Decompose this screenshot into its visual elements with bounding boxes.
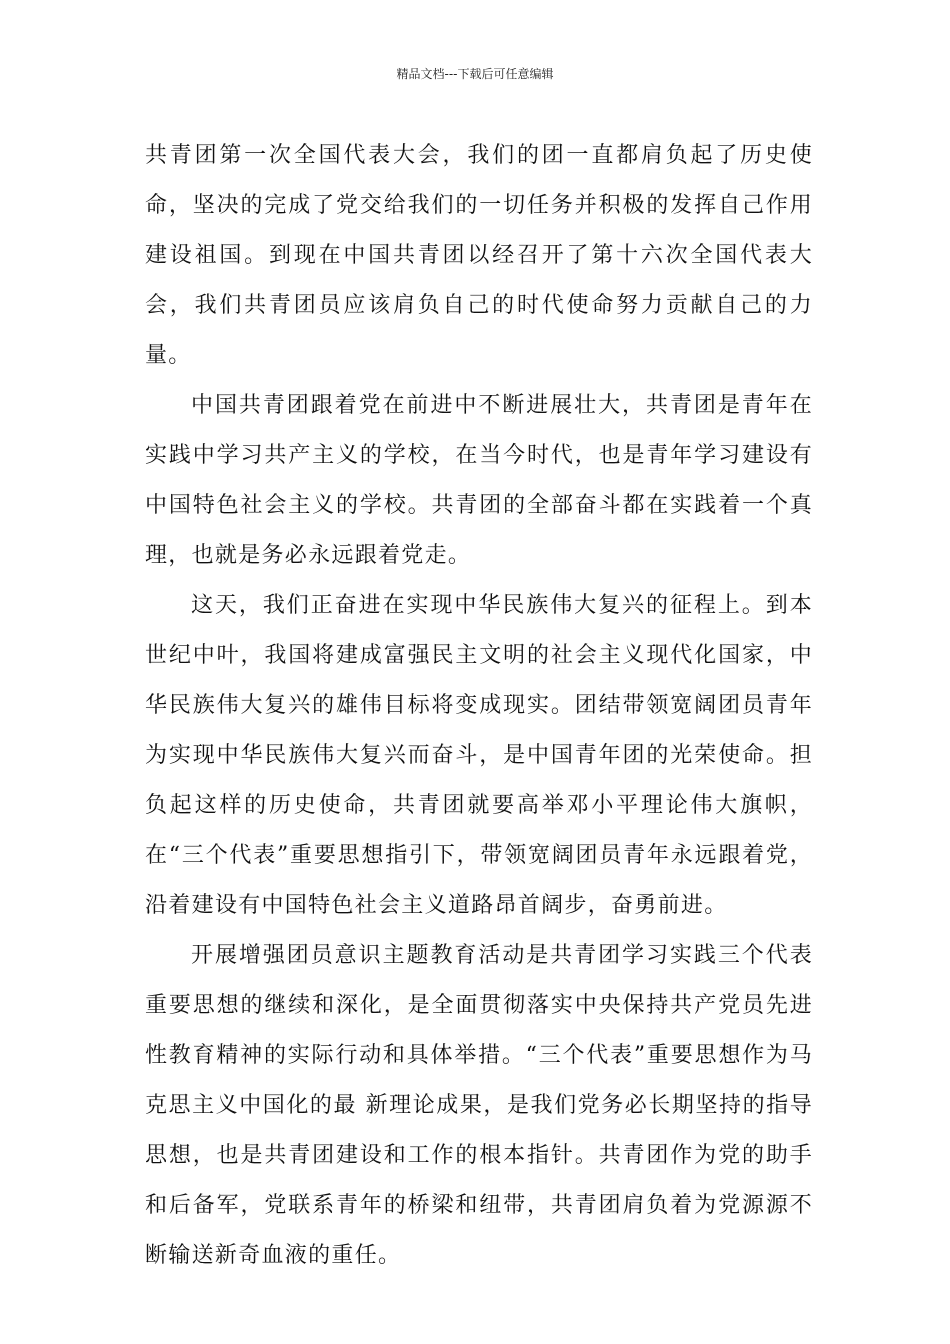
document-body xyxy=(145,131,813,1281)
paragraph-3: 这天，我们正奋进在实现中华民族伟大复兴的征程上。到本世纪中叶，我国将建成富强民主文明的社会主义现代化国家，中华民族伟大复兴的雄伟目标将变成现实。团结带领宽阔团员青年为实现中华民族伟大复兴而奋斗，是中国青年团的光荣使命。担负起这样的历史使命，共青团就要高举邓小平理论伟大旗帜，在“三个代表”重要思想指引下，带领宽阔团员青年永远跟着党，沿着建设有中国特色社会主义道路昂首阔步，奋勇前进。 xyxy=(145,593,813,918)
page-header: 精品文档---下载后可任意编辑 xyxy=(396,67,554,81)
paragraph-2: 中国共青团跟着党在前进中不断进展壮大，共青团是青年在实践中学习共产主义的学校，在当今时代，也是青年学习建设有中国特色社会主义的学校。共青团的全部奋斗都在实践着一个真理，也就是务必永远跟着党走。 xyxy=(145,393,813,568)
paragraph-4: 开展增强团员意识主题教育活动是共青团学习实践三个代表重要思想的继续和深化，是全面贯彻落实中央保持共产党员先进性教育精神的实际行动和具体举措。“三个代表”重要思想作为马克思主义中国化的最 新理论成果，是我们党务必长期坚持的指导思想，也是共青团建设和工作的根本指针。共青团作为党的助手和后备军，党联系青年的桥梁和纽带，共青团肩负着为党源源不断输送新奇血液的重任。 xyxy=(145,943,813,1268)
paragraph-1: 共青团第一次全国代表大会，我们的团一直都肩负起了历史使命，坚决的完成了党交给我们的一切任务并积极的发挥自己作用建设祖国。到现在中国共青团以经召开了第十六次全国代表大会，我们共青团员应该肩负自己的时代使命努力贡献自己的力量。 xyxy=(145,143,813,368)
